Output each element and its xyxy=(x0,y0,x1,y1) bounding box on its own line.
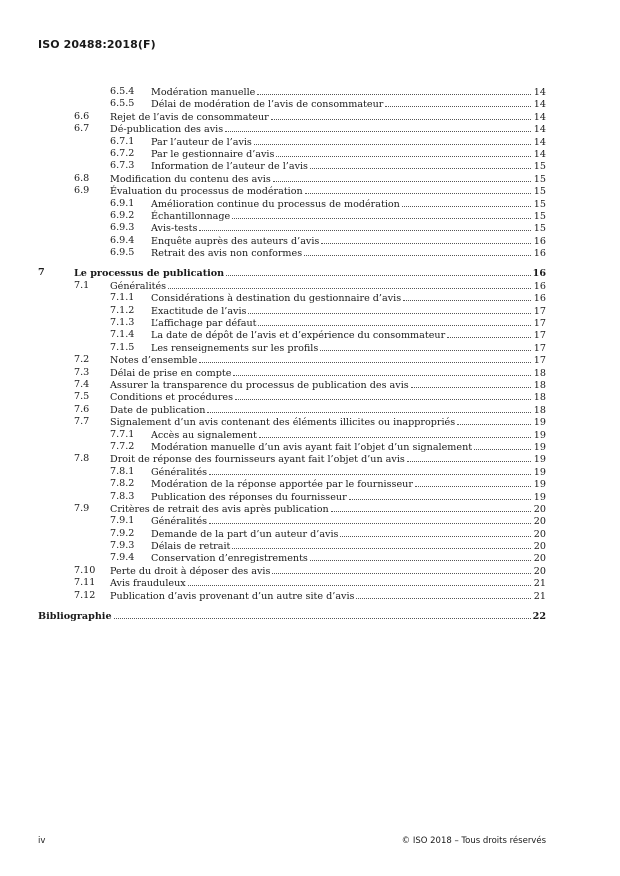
toc-dot-leader xyxy=(349,491,531,500)
toc-entry-page: 19 xyxy=(533,491,546,503)
toc-entry-page: 16 xyxy=(533,293,546,305)
toc-entry-number: 7.9.1 xyxy=(110,515,135,527)
toc-dot-leader xyxy=(232,540,531,549)
toc-entry-line xyxy=(110,503,546,516)
toc-entry-page: 14 xyxy=(533,99,546,111)
toc-entry-title: Par l’auteur de l’avis xyxy=(151,136,252,148)
toc-entry-number: 6.7.2 xyxy=(110,147,135,159)
toc-entry[interactable] xyxy=(0,354,620,366)
toc-dot-leader xyxy=(209,515,531,524)
toc-entry-line xyxy=(151,222,546,235)
toc-entry-title: La date de dépôt de l’avis et d’expérience du consommateur xyxy=(151,330,446,342)
toc-entry[interactable] xyxy=(0,210,620,222)
toc-entry-line xyxy=(38,610,546,623)
toc-entry-number: 7.1.5 xyxy=(110,341,135,353)
toc-entry-title: Modération de la réponse apportée par le fournisseur xyxy=(151,479,413,491)
toc-entry-line xyxy=(110,379,546,392)
toc-entry-line xyxy=(151,528,546,541)
toc-entry[interactable] xyxy=(0,267,620,279)
toc-entry-page: 17 xyxy=(533,355,546,367)
toc-entry-line xyxy=(110,590,546,603)
toc-entry-page: 14 xyxy=(533,87,546,98)
toc-entry-page: 17 xyxy=(533,330,546,342)
toc-entry-title: L’affichage par défaut xyxy=(151,318,257,330)
toc-entry-page: 14 xyxy=(533,111,546,123)
toc-entry-title: Généralités xyxy=(110,280,167,292)
toc-entry-number: 7.1.2 xyxy=(110,304,135,316)
toc-entry[interactable] xyxy=(0,235,620,247)
toc-entry-number: 7.2 xyxy=(74,354,90,366)
toc-entry-number: 6.9.3 xyxy=(110,222,135,234)
toc-entry-page: 15 xyxy=(533,210,546,222)
toc-entry-page: 15 xyxy=(533,198,546,210)
toc-entry-line xyxy=(151,210,546,223)
toc-entry-line xyxy=(110,173,546,186)
toc-entry[interactable] xyxy=(0,577,620,589)
toc-entry-title: Conservation d’enregistrements xyxy=(151,553,308,565)
toc-entry-line xyxy=(110,391,546,404)
toc-entry-page: 19 xyxy=(533,454,546,466)
toc-entry-title: Demande de la part d’un auteur d’avis xyxy=(151,528,339,540)
toc-entry-title: Exactitude de l’avis xyxy=(151,305,247,317)
toc-entry-page: 16 xyxy=(532,268,546,280)
toc-entry-line xyxy=(151,329,546,342)
toc-dot-leader xyxy=(254,136,531,145)
toc-entry-line xyxy=(110,354,546,367)
toc-entry-line xyxy=(110,453,546,466)
toc-entry-page: 17 xyxy=(533,318,546,330)
toc-entry-line xyxy=(151,552,546,565)
toc-dot-leader xyxy=(385,98,531,107)
toc-entry[interactable] xyxy=(0,305,620,317)
toc-dot-leader xyxy=(276,148,531,157)
toc-entry-line xyxy=(151,148,546,161)
toc-entry[interactable] xyxy=(0,491,620,503)
toc-entry[interactable] xyxy=(0,198,620,210)
toc-entry-line xyxy=(151,429,546,442)
document-id-header: ISO 20488:2018(F) xyxy=(38,38,156,51)
toc-entry[interactable] xyxy=(0,441,620,453)
toc-entry-page: 16 xyxy=(533,248,546,260)
toc-entry-number: 7.5 xyxy=(74,391,90,403)
toc-entry-number: 7.8.1 xyxy=(110,465,135,477)
toc-entry-title: Accès au signalement xyxy=(151,429,257,441)
toc-dot-leader xyxy=(225,123,531,132)
toc-dot-leader xyxy=(320,342,531,351)
toc-dot-leader xyxy=(257,86,531,95)
toc-entry-page: 19 xyxy=(533,479,546,491)
toc-entry-line xyxy=(110,185,546,198)
toc-entry-line xyxy=(151,247,546,260)
toc-entry-title: Amélioration continue du processus de modération xyxy=(151,198,400,210)
toc-entry-title: Par le gestionnaire d’avis xyxy=(151,148,275,160)
toc-entry-title: Publication d’avis provenant d’un autre site d’avis xyxy=(110,590,355,602)
toc-entry-title: Délais de retrait xyxy=(151,541,231,553)
toc-entry-line xyxy=(110,416,546,429)
toc-entry-page: 18 xyxy=(533,392,546,404)
toc-entry-number: 7.7.2 xyxy=(110,440,135,452)
toc-dot-leader xyxy=(168,280,531,289)
toc-entry-number: 7 xyxy=(38,267,45,279)
toc-entry[interactable] xyxy=(0,404,620,416)
toc-dot-leader xyxy=(248,305,531,314)
toc-dot-leader xyxy=(272,565,531,574)
toc-entry[interactable] xyxy=(0,478,620,490)
toc-entry-title: Modification du contenu des avis xyxy=(110,173,271,185)
toc-entry-line xyxy=(151,292,546,305)
toc-entry[interactable] xyxy=(0,160,620,172)
toc-entry-line xyxy=(110,123,546,136)
toc-dot-leader xyxy=(199,354,531,363)
toc-entry-title: Échantillonnage xyxy=(151,210,231,222)
toc-entry-number: 7.9.3 xyxy=(110,540,135,552)
toc-entry[interactable] xyxy=(0,173,620,185)
toc-entry-line xyxy=(151,136,546,149)
table-of-contents xyxy=(0,86,620,622)
toc-dot-leader xyxy=(457,416,531,425)
toc-entry-title: Publication des réponses du fournisseur xyxy=(151,491,347,503)
toc-entry-line xyxy=(110,404,546,417)
toc-entry-page: 22 xyxy=(532,611,546,623)
toc-entry[interactable] xyxy=(0,466,620,478)
toc-entry-page: 20 xyxy=(533,516,546,528)
toc-dot-leader xyxy=(407,453,531,462)
toc-entry-number: 6.6 xyxy=(74,110,90,122)
toc-entry[interactable] xyxy=(0,123,620,135)
toc-dot-leader xyxy=(207,404,531,413)
toc-entry-line xyxy=(110,367,546,380)
toc-entry-page: 18 xyxy=(533,379,546,391)
toc-dot-leader xyxy=(209,466,531,475)
toc-entry-page: 16 xyxy=(533,280,546,292)
toc-entry[interactable] xyxy=(0,515,620,527)
toc-dot-leader xyxy=(233,367,531,376)
toc-entry-number: 7.1.3 xyxy=(110,317,135,329)
toc-dot-leader xyxy=(321,235,531,244)
toc-entry-title: Retrait des avis non conformes xyxy=(151,248,303,260)
toc-dot-leader xyxy=(305,185,531,194)
toc-dot-leader xyxy=(310,160,531,169)
toc-entry[interactable] xyxy=(0,453,620,465)
toc-entry-line xyxy=(151,98,546,111)
toc-entry-title: Notes d’ensemble xyxy=(110,355,198,367)
toc-entry-title: Enquête auprès des auteurs d’avis xyxy=(151,235,320,247)
toc-entry-number: 7.6 xyxy=(74,403,90,415)
toc-entry-page: 15 xyxy=(533,186,546,198)
toc-entry-number: 7.4 xyxy=(74,378,90,390)
toc-entry-number: 6.7.1 xyxy=(110,135,135,147)
toc-entry-page: 18 xyxy=(533,367,546,379)
toc-entry-title: Délai de modération de l’avis de consommateur xyxy=(151,99,384,111)
toc-entry-number: 7.7 xyxy=(74,416,90,428)
toc-entry-page: 21 xyxy=(533,590,546,602)
toc-entry[interactable] xyxy=(0,222,620,234)
toc-entry[interactable] xyxy=(0,503,620,515)
toc-dot-leader xyxy=(411,379,531,388)
toc-entry-number: 7.11 xyxy=(74,577,96,589)
toc-entry-title: Délai de prise en compte xyxy=(110,367,232,379)
toc-entry-line xyxy=(151,491,546,504)
toc-dot-leader xyxy=(447,329,531,338)
toc-entry-title: Signalement d’un avis contenant des éléments illicites ou inappropriés xyxy=(110,417,456,429)
toc-entry-number: 6.9 xyxy=(74,185,90,197)
toc-entry[interactable] xyxy=(0,342,620,354)
toc-entry-line xyxy=(151,305,546,318)
toc-entry-page: 19 xyxy=(533,441,546,453)
toc-entry[interactable] xyxy=(0,528,620,540)
toc-dot-leader xyxy=(310,552,531,561)
toc-entry-title: Information de l’auteur de l’avis xyxy=(151,161,308,173)
toc-entry-line xyxy=(74,267,546,280)
toc-entry-title: Dé-publication des avis xyxy=(110,124,224,136)
toc-entry-title: Conditions et procédures xyxy=(110,392,233,404)
toc-dot-leader xyxy=(415,478,531,487)
toc-entry-page: 20 xyxy=(533,553,546,565)
toc-entry[interactable] xyxy=(0,280,620,292)
toc-entry-number: 7.3 xyxy=(74,366,90,378)
toc-entry-page: 20 xyxy=(533,503,546,515)
toc-entry-title: Droit de réponse des fournisseurs ayant fait l’objet d’un avis xyxy=(110,454,405,466)
toc-entry-title: Considérations à destination du gestionnaire d’avis xyxy=(151,293,402,305)
toc-entry[interactable] xyxy=(0,416,620,428)
toc-entry-line xyxy=(151,235,546,248)
toc-entry-page: 20 xyxy=(533,565,546,577)
toc-entry-title: Assurer la transparence du processus de publication des avis xyxy=(110,379,409,391)
toc-dot-leader xyxy=(271,111,531,120)
toc-entry-title: Avis frauduleux xyxy=(110,578,186,590)
toc-entry-number: 6.9.4 xyxy=(110,234,135,246)
toc-entry-number: 6.8 xyxy=(74,172,90,184)
toc-dot-leader xyxy=(356,590,531,599)
toc-entry-title: Bibliographie xyxy=(38,611,112,623)
toc-entry-number: 6.7.3 xyxy=(110,160,135,172)
toc-entry[interactable] xyxy=(0,185,620,197)
toc-entry[interactable] xyxy=(0,98,620,110)
toc-dot-leader xyxy=(235,391,531,400)
page-number: iv xyxy=(38,836,46,846)
toc-dot-leader xyxy=(114,610,531,619)
toc-entry-number: 6.9.5 xyxy=(110,247,135,259)
toc-dot-leader xyxy=(199,222,531,231)
toc-entry-page: 14 xyxy=(533,124,546,136)
toc-entry-bibliography[interactable] xyxy=(0,610,620,622)
toc-entry-number: 6.5.5 xyxy=(110,98,135,110)
toc-entry[interactable] xyxy=(0,111,620,123)
toc-entry-number: 7.9 xyxy=(74,502,90,514)
toc-entry-number: 7.7.1 xyxy=(110,428,135,440)
toc-entry-page: 20 xyxy=(533,541,546,553)
toc-entry-page: 14 xyxy=(533,136,546,148)
toc-entry[interactable] xyxy=(0,379,620,391)
toc-entry-line xyxy=(151,515,546,528)
toc-dot-leader xyxy=(403,292,531,301)
toc-entry-number: 7.1.1 xyxy=(110,292,135,304)
toc-entry-number: 7.8.3 xyxy=(110,490,135,502)
toc-entry-number: 7.8.2 xyxy=(110,478,135,490)
toc-entry-title: Généralités xyxy=(151,466,208,478)
toc-entry-page: 15 xyxy=(533,161,546,173)
toc-dot-leader xyxy=(340,528,531,537)
toc-dot-leader xyxy=(331,503,531,512)
toc-entry-page: 14 xyxy=(533,148,546,160)
toc-entry-page: 20 xyxy=(533,528,546,540)
toc-dot-leader xyxy=(259,429,531,438)
toc-entry-page: 19 xyxy=(533,466,546,478)
toc-entry-page: 15 xyxy=(533,223,546,235)
toc-dot-leader xyxy=(232,210,531,219)
toc-entry-title: Modération manuelle xyxy=(151,87,256,98)
toc-entry-title: Avis-tests xyxy=(151,223,198,235)
toc-entry-page: 17 xyxy=(533,342,546,354)
toc-entry-title: Rejet de l’avis de consommateur xyxy=(110,111,269,123)
toc-entry-title: Évaluation du processus de modération xyxy=(110,186,303,198)
toc-dot-leader xyxy=(188,577,531,586)
toc-entry-number: 6.7 xyxy=(74,123,90,135)
toc-dot-leader xyxy=(402,198,531,207)
toc-entry-number: 7.8 xyxy=(74,453,90,465)
toc-entry-title: Critères de retrait des avis après publication xyxy=(110,503,329,515)
toc-entry-title: Généralités xyxy=(151,516,208,528)
toc-dot-leader xyxy=(474,441,531,450)
toc-entry[interactable] xyxy=(0,247,620,259)
toc-entry-line xyxy=(151,86,546,99)
toc-entry[interactable] xyxy=(0,429,620,441)
toc-entry-number: 7.9.4 xyxy=(110,552,135,564)
toc-entry-line xyxy=(151,160,546,173)
toc-entry[interactable] xyxy=(0,317,620,329)
toc-entry-line xyxy=(151,317,546,330)
toc-entry-page: 17 xyxy=(533,305,546,317)
toc-entry[interactable] xyxy=(0,292,620,304)
toc-entry-number: 7.12 xyxy=(74,589,96,601)
toc-entry-line xyxy=(110,111,546,124)
toc-entry-page: 18 xyxy=(533,404,546,416)
toc-entry[interactable] xyxy=(0,367,620,379)
toc-entry-number: 6.9.2 xyxy=(110,209,135,221)
toc-entry-number: 7.1 xyxy=(74,279,90,291)
toc-entry-page: 16 xyxy=(533,235,546,247)
toc-dot-leader xyxy=(226,267,531,276)
toc-dot-leader xyxy=(258,317,531,326)
toc-entry-title: Modération manuelle d’un avis ayant fait l’objet d’un signalement xyxy=(151,441,473,453)
toc-entry-page: 21 xyxy=(533,578,546,590)
toc-entry-line xyxy=(110,280,546,293)
toc-entry[interactable] xyxy=(0,136,620,148)
toc-entry-page: 15 xyxy=(533,173,546,185)
toc-entry[interactable] xyxy=(0,540,620,552)
toc-entry-title: Date de publication xyxy=(110,404,206,416)
toc-entry-line xyxy=(151,478,546,491)
toc-dot-leader xyxy=(273,173,531,182)
toc-entry-title: Le processus de publication xyxy=(74,268,225,280)
copyright-notice: © ISO 2018 – Tous droits réservés xyxy=(401,836,546,846)
toc-entry[interactable] xyxy=(0,329,620,341)
toc-entry[interactable] xyxy=(0,552,620,564)
toc-entry-page: 19 xyxy=(533,429,546,441)
toc-entry[interactable] xyxy=(0,86,620,98)
toc-entry[interactable] xyxy=(0,148,620,160)
toc-entry-line xyxy=(151,466,546,479)
toc-dot-leader xyxy=(304,247,531,256)
toc-entry-line xyxy=(151,342,546,355)
toc-entry-number: 7.9.2 xyxy=(110,527,135,539)
toc-entry-line xyxy=(151,198,546,211)
toc-entry[interactable] xyxy=(0,391,620,403)
toc-entry-title: Les renseignements sur les profils xyxy=(151,342,319,354)
toc-entry-line xyxy=(110,577,546,590)
toc-entry-title: Perte du droit à déposer des avis xyxy=(110,565,271,577)
toc-entry-line xyxy=(151,540,546,553)
toc-entry-page: 19 xyxy=(533,417,546,429)
toc-entry-number: 7.1.4 xyxy=(110,329,135,341)
toc-entry[interactable] xyxy=(0,565,620,577)
toc-entry-number: 6.9.1 xyxy=(110,197,135,209)
toc-entry-line xyxy=(110,565,546,578)
toc-entry-line xyxy=(151,441,546,454)
toc-entry-number: 7.10 xyxy=(74,564,96,576)
toc-entry-number: 6.5.4 xyxy=(110,86,135,97)
toc-entry[interactable] xyxy=(0,590,620,602)
